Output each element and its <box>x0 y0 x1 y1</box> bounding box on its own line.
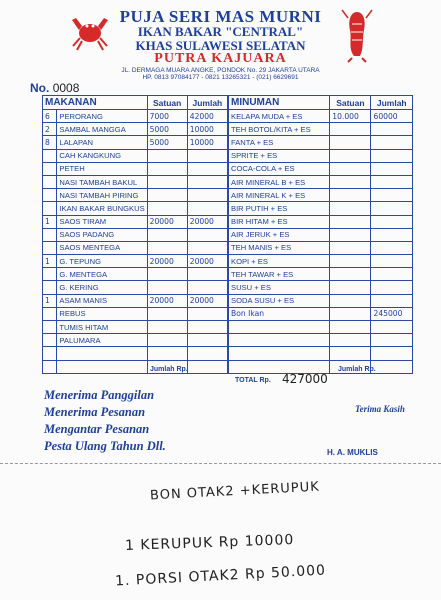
drink-line-total <box>371 175 413 188</box>
food-header-unit: Satuan <box>147 96 187 110</box>
grand-total-label: TOTAL Rp. <box>235 377 271 384</box>
food-unit-price: 20000 <box>147 215 187 228</box>
drink-item-name: BIR HITAM + ES <box>229 215 330 228</box>
drink-item-name: KELAPA MUDA + ES <box>229 110 330 123</box>
food-item-name: PERORANG <box>57 110 147 123</box>
drink-header-unit: Satuan <box>330 96 371 110</box>
food-unit-price <box>147 321 187 334</box>
handwritten-note-3: 1. PORSI OTAK2 Rp 50.000 <box>114 562 327 590</box>
food-item-name: ASAM MANIS <box>57 294 147 307</box>
food-row <box>43 110 228 123</box>
drink-row <box>229 334 413 347</box>
food-row <box>43 189 228 202</box>
food-line-total <box>187 189 227 202</box>
drink-row <box>229 123 413 136</box>
drink-line-total <box>371 149 413 162</box>
food-item-name: REBUS <box>57 307 147 320</box>
food-item-name: SAOS PADANG <box>57 228 147 241</box>
drink-row <box>229 175 413 188</box>
drink-unit-price <box>330 228 371 241</box>
business-phone: HP. 0813 97084177 - 0821 13265321 - (021) 6629691 <box>142 74 299 81</box>
food-row <box>43 149 228 162</box>
drink-row <box>229 189 413 202</box>
drink-line-total <box>371 241 413 254</box>
food-qty: 2 <box>43 123 57 136</box>
drink-item-name: SUSU + ES <box>229 281 330 294</box>
grand-total-value: 427000 <box>282 372 328 386</box>
drink-unit-price <box>330 255 371 268</box>
business-name: PUJA SERI MAS MURNI <box>119 7 322 26</box>
drink-item-name: TEH BOTOL/KITA + ES <box>229 123 330 136</box>
drink-jumlah-label: Jumlah Rp. <box>338 366 376 373</box>
food-item-name: TUMIS HITAM <box>57 321 147 334</box>
drink-row <box>229 228 413 241</box>
drink-line-total <box>371 294 413 307</box>
drink-unit-price <box>330 189 371 202</box>
drink-unit-price <box>330 334 371 347</box>
food-line-total <box>187 175 227 188</box>
drink-item-name <box>229 321 330 334</box>
drink-unit-price <box>330 215 371 228</box>
drink-item-name: SODA SUSU + ES <box>229 294 330 307</box>
business-region: KHAS SULAWESI SELATAN <box>135 38 306 53</box>
food-unit-price <box>147 228 187 241</box>
food-row <box>43 123 228 136</box>
food-line-total <box>187 360 227 373</box>
food-qty <box>43 228 57 241</box>
slogan-4: Pesta Ulang Tahun Dll. <box>44 439 166 453</box>
food-row <box>43 241 228 254</box>
food-qty <box>43 268 57 281</box>
drink-unit-price <box>330 149 371 162</box>
drink-unit-price <box>330 136 371 149</box>
drink-item-name: TEH MANIS + ES <box>229 241 330 254</box>
food-line-total: 42000 <box>187 110 227 123</box>
food-header-total: Jumlah <box>187 96 227 110</box>
drink-item-name: FANTA + ES <box>229 136 330 149</box>
food-unit-price <box>147 334 187 347</box>
drink-row <box>229 215 413 228</box>
food-qty <box>43 241 57 254</box>
food-line-total: 10000 <box>187 123 227 136</box>
thanks-text: Terima Kasih <box>355 404 405 414</box>
drink-table <box>228 95 413 374</box>
drink-unit-price: 10.000 <box>330 110 371 123</box>
food-unit-price: 20000 <box>147 255 187 268</box>
drink-line-total <box>371 334 413 347</box>
drink-row <box>229 347 413 360</box>
food-qty <box>43 334 57 347</box>
food-item-name: G. KERING <box>57 281 147 294</box>
food-qty <box>43 189 57 202</box>
food-unit-price: 5000 <box>147 123 187 136</box>
food-qty: 1 <box>43 255 57 268</box>
food-row <box>43 175 228 188</box>
food-row <box>43 307 228 320</box>
food-qty <box>43 321 57 334</box>
drink-unit-price <box>330 347 371 360</box>
food-item-name: SAOS MENTEGA <box>57 241 147 254</box>
drink-row <box>229 281 413 294</box>
drink-unit-price <box>330 175 371 188</box>
drink-line-total <box>371 202 413 215</box>
drink-row <box>229 202 413 215</box>
receipt-number <box>30 81 79 95</box>
food-item-name: NASI TAMBAH BAKUL <box>57 175 147 188</box>
food-row <box>43 215 228 228</box>
business-address: JL. DERMAGA MUARA ANGKE, PONDOK No. 29 JAKARTA UTARA <box>121 67 320 74</box>
food-qty <box>43 281 57 294</box>
food-item-name: CAH KANGKUNG <box>57 149 147 162</box>
business-subtitle: IKAN BAKAR "CENTRAL" <box>137 24 304 39</box>
drink-line-total: 60000 <box>371 110 413 123</box>
drink-item-name <box>229 347 330 360</box>
drink-unit-price <box>330 202 371 215</box>
food-item-name: G. MENTEGA <box>57 268 147 281</box>
food-unit-price <box>147 189 187 202</box>
food-row <box>43 294 228 307</box>
food-unit-price <box>147 241 187 254</box>
food-line-total <box>187 347 227 360</box>
receipt-number-value: 0008 <box>52 81 80 95</box>
food-qty <box>43 347 57 360</box>
drink-line-total <box>371 162 413 175</box>
drink-unit-price <box>330 294 371 307</box>
drink-item-name <box>229 334 330 347</box>
handwritten-note-2: 1 KERUPUK Rp 10000 <box>124 532 295 554</box>
food-line-total <box>187 321 227 334</box>
food-item-name: PETEH <box>57 162 147 175</box>
drink-line-total <box>371 255 413 268</box>
food-unit-price <box>147 202 187 215</box>
food-qty <box>43 307 57 320</box>
receipt-number-label: No. <box>30 81 50 95</box>
drink-item-name: AIR MINERAL K + ES <box>229 189 330 202</box>
food-item-name: SAOS TIRAM <box>57 215 147 228</box>
drink-item-name: AIR MINERAL B + ES <box>229 175 330 188</box>
slogan-1: Menerima Panggilan <box>44 388 155 402</box>
food-item-name <box>57 360 147 373</box>
food-row <box>43 347 228 360</box>
drink-header-total: Jumlah <box>371 96 413 110</box>
drink-item-name: COCA-COLA + ES <box>229 162 330 175</box>
food-row <box>43 268 228 281</box>
food-row <box>43 255 228 268</box>
drink-header-row <box>229 96 413 110</box>
drink-line-total <box>371 215 413 228</box>
food-unit-price <box>147 175 187 188</box>
drink-unit-price <box>330 321 371 334</box>
drink-item-name: Bon Ikan <box>229 307 330 320</box>
drink-line-total <box>371 228 413 241</box>
food-row <box>43 228 228 241</box>
food-line-total <box>187 281 227 294</box>
drink-row <box>229 149 413 162</box>
drink-unit-price <box>330 268 371 281</box>
food-line-total <box>187 228 227 241</box>
food-qty <box>43 175 57 188</box>
food-row <box>43 162 228 175</box>
food-unit-price <box>147 347 187 360</box>
drink-line-total: 245000 <box>371 307 413 320</box>
food-row <box>43 334 228 347</box>
drink-row <box>229 241 413 254</box>
food-qty: 6 <box>43 110 57 123</box>
food-qty: 1 <box>43 215 57 228</box>
food-line-total <box>187 202 227 215</box>
drink-header-name: MINUMAN <box>229 96 330 110</box>
drink-row <box>229 255 413 268</box>
handwritten-note-1: BON OTAK2 +KERUPUK <box>149 479 321 504</box>
drink-unit-price <box>330 162 371 175</box>
food-line-total: 20000 <box>187 255 227 268</box>
food-line-total <box>187 241 227 254</box>
drink-line-total <box>371 268 413 281</box>
signature-name: H. A. MUKLIS <box>327 448 378 457</box>
slogan-2: Menerima Pesanan <box>44 405 146 419</box>
food-qty: 1 <box>43 294 57 307</box>
food-unit-price <box>147 268 187 281</box>
food-header-row <box>43 96 228 110</box>
food-unit-price: 20000 <box>147 294 187 307</box>
drink-unit-price <box>330 281 371 294</box>
drink-line-total <box>371 360 413 373</box>
drink-row <box>229 294 413 307</box>
drink-line-total <box>371 136 413 149</box>
drink-unit-price <box>330 307 371 320</box>
drink-row <box>229 162 413 175</box>
drink-row <box>229 110 413 123</box>
food-unit-price <box>147 281 187 294</box>
food-table <box>42 95 228 374</box>
food-item-name: PALUMARA <box>57 334 147 347</box>
drink-row <box>229 136 413 149</box>
food-qty: 8 <box>43 136 57 149</box>
drink-row <box>229 268 413 281</box>
food-jumlah-label: Jumlah Rp. <box>150 366 188 373</box>
food-line-total <box>187 162 227 175</box>
food-qty <box>43 162 57 175</box>
food-unit-price <box>147 149 187 162</box>
food-unit-price <box>147 162 187 175</box>
drink-line-total <box>371 123 413 136</box>
food-row <box>43 281 228 294</box>
drink-line-total <box>371 321 413 334</box>
drink-item-name: AIR JERUK + ES <box>229 228 330 241</box>
food-line-total <box>187 268 227 281</box>
drink-item-name: KOPI + ES <box>229 255 330 268</box>
food-line-total: 10000 <box>187 136 227 149</box>
food-item-name: NASI TAMBAH PIRING <box>57 189 147 202</box>
food-row <box>43 136 228 149</box>
food-line-total: 20000 <box>187 215 227 228</box>
drink-item-name: TEH TAWAR + ES <box>229 268 330 281</box>
food-unit-price: 5000 <box>147 136 187 149</box>
drink-item-name: BIR PUTIH + ES <box>229 202 330 215</box>
food-row <box>43 202 228 215</box>
food-qty <box>43 149 57 162</box>
food-item-name: SAMBAL MANGGA <box>57 123 147 136</box>
food-row <box>43 321 228 334</box>
slogan-3: Mengantar Pesanan <box>44 422 150 436</box>
food-line-total <box>187 307 227 320</box>
business-owner: PUTRA KAJUARA <box>154 51 287 66</box>
food-item-name: G. TEPUNG <box>57 255 147 268</box>
sheet-divider <box>0 463 441 465</box>
drink-unit-price <box>330 123 371 136</box>
food-header-name: MAKANAN <box>43 96 148 110</box>
food-row <box>43 360 228 373</box>
food-line-total: 20000 <box>187 294 227 307</box>
food-unit-price <box>147 307 187 320</box>
food-line-total <box>187 334 227 347</box>
drink-unit-price <box>330 241 371 254</box>
drink-item-name: SPRITE + ES <box>229 149 330 162</box>
drink-row <box>229 307 413 320</box>
drink-row <box>229 321 413 334</box>
food-item-name: LALAPAN <box>57 136 147 149</box>
food-line-total <box>187 149 227 162</box>
food-item-name <box>57 347 147 360</box>
food-unit-price: 7000 <box>147 110 187 123</box>
drink-line-total <box>371 189 413 202</box>
drink-line-total <box>371 347 413 360</box>
drink-line-total <box>371 281 413 294</box>
food-qty <box>43 360 57 373</box>
food-qty <box>43 202 57 215</box>
food-item-name: IKAN BAKAR BUNGKUS <box>57 202 147 215</box>
